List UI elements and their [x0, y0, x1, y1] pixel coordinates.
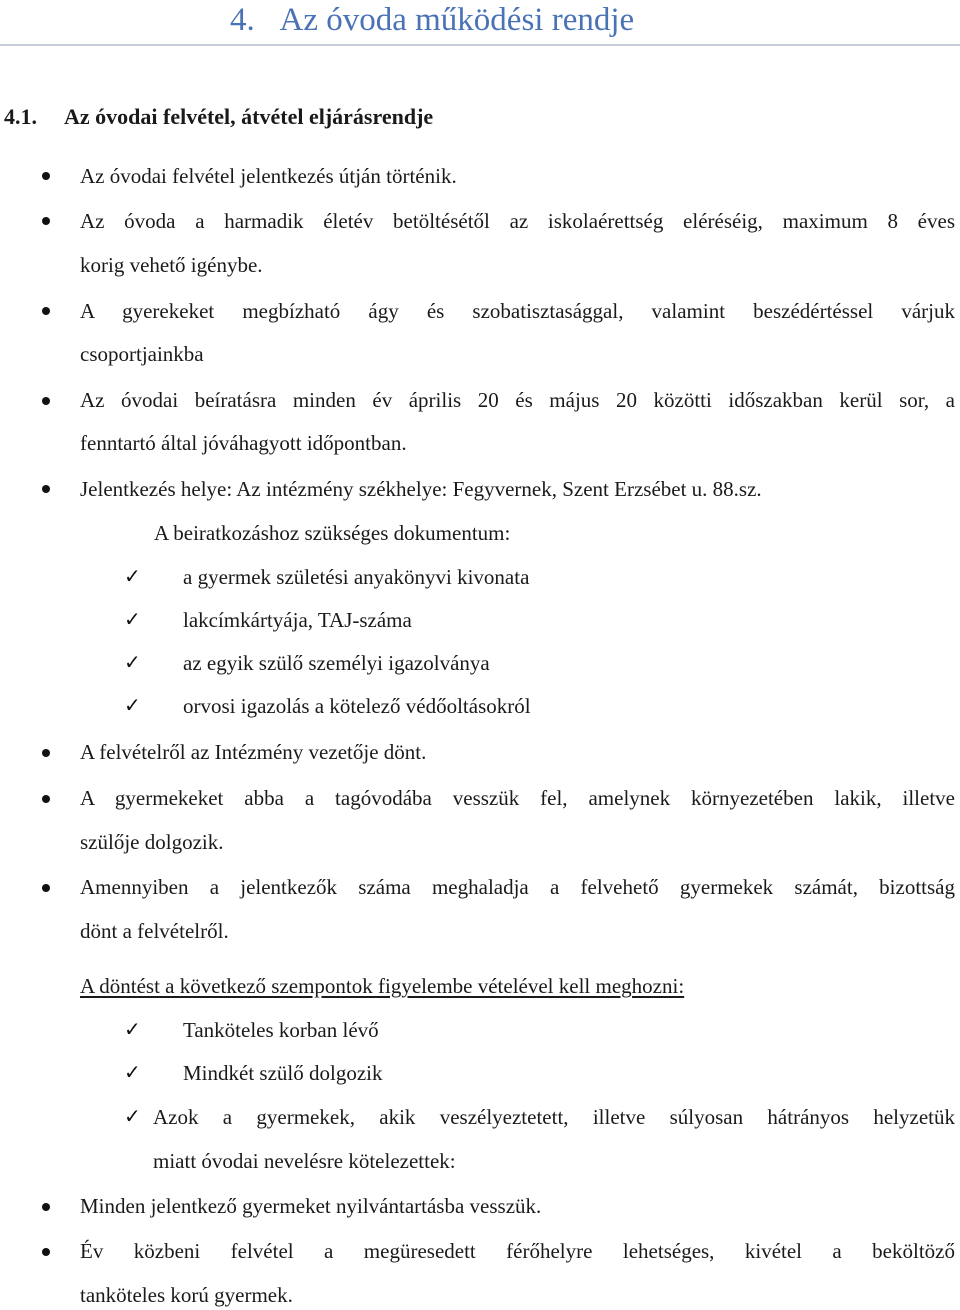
section-title: Az óvodai felvétel, átvétel eljárásrendje: [64, 104, 434, 129]
checkmark-icon: ✓: [124, 650, 141, 674]
list-item-text: Év közbeni felvétel a megüresedett férőhelyre lehetséges, kivétel a beköltöző: [80, 1239, 955, 1263]
criteria-item: Tanköteles korban lévő: [183, 1018, 379, 1042]
bullet-dot-icon: [42, 884, 50, 892]
bullet-dot-icon: [42, 795, 50, 803]
bullet-dot-icon: [42, 217, 50, 225]
bullet-dot-icon: [42, 485, 50, 493]
list-item-text: Amennyiben a jelentkezők száma meghaladja a felvehető gyermekek számát, bizottság: [80, 875, 955, 899]
bullet-dot-icon: [42, 1248, 50, 1256]
list-item-text: Az óvodai felvétel jelentkezés útján történik.: [80, 164, 457, 188]
list-item-text: Jelentkezés helye: Az intézmény székhelye: Fegyvernek, Szent Erzsébet u. 88.sz.: [80, 477, 762, 501]
list-item-text: A felvételről az Intézmény vezetője dönt.: [80, 740, 427, 764]
checkmark-icon: ✓: [124, 1104, 141, 1128]
list-item-text: A gyerekeket megbízható ágy és szobatisztasággal, valamint beszédértéssel várjuk: [80, 299, 955, 323]
criteria-item: Mindkét szülő dolgozik: [183, 1061, 383, 1085]
criteria-item: Azok a gyermekek, akik veszélyeztetett, illetve súlyosan hátrányos helyzetük: [153, 1105, 955, 1129]
list-item-text: csoportjainkba: [80, 342, 204, 366]
documents-intro: A beiratkozáshoz szükséges dokumentum:: [154, 521, 511, 545]
checkmark-icon: ✓: [124, 564, 141, 588]
chapter-number: 4.: [230, 2, 255, 38]
bullet-dot-icon: [42, 397, 50, 405]
document-item: a gyermek születési anyakönyvi kivonata: [183, 565, 530, 589]
section-heading: [4, 104, 433, 130]
list-item-text: korig vehető igénybe.: [80, 253, 263, 277]
criteria-item: miatt óvodai nevelésre kötelezettek:: [153, 1149, 456, 1173]
list-item-text: Az óvodai beíratásra minden év április 20 és május 20 közötti időszakban kerül sor, a: [80, 388, 955, 412]
chapter-title-text: Az óvoda működési rendje: [279, 2, 635, 38]
bullet-dot-icon: [42, 749, 50, 757]
criteria-intro: A döntést a következő szempontok figyelembe vételével kell meghozni:: [80, 974, 685, 998]
section-number: 4.1.: [4, 104, 37, 129]
checkmark-icon: ✓: [124, 607, 141, 631]
list-item-text: dönt a felvételről.: [80, 919, 229, 943]
checkmark-icon: ✓: [124, 693, 141, 717]
list-item-text: tanköteles korú gyermek.: [80, 1283, 293, 1307]
list-item-text: A gyermekeket abba a tagóvodába vesszük fel, amelynek környezetében lakik, illetve: [80, 786, 955, 810]
list-item-text: Az óvoda a harmadik életév betöltésétől az iskolaérettség eléréséig, maximum 8 éves: [80, 209, 955, 233]
document-item: orvosi igazolás a kötelező védőoltásokról: [183, 694, 531, 718]
list-item-text: szülője dolgozik.: [80, 830, 224, 854]
list-item-text: fenntartó által jóváhagyott időpontban.: [80, 431, 407, 455]
document-item: az egyik szülő személyi igazolványa: [183, 651, 490, 675]
checkmark-icon: ✓: [124, 1017, 141, 1041]
bullet-dot-icon: [42, 307, 50, 315]
bullet-dot-icon: [42, 172, 50, 180]
checkmark-icon: ✓: [124, 1060, 141, 1084]
list-item-text: Minden jelentkező gyermeket nyilvántartásba vesszük.: [80, 1194, 542, 1218]
document-item: lakcímkártyája, TAJ-száma: [183, 608, 412, 632]
bullet-dot-icon: [42, 1203, 50, 1211]
chapter-heading: [0, 0, 960, 46]
chapter-title: [230, 2, 634, 39]
